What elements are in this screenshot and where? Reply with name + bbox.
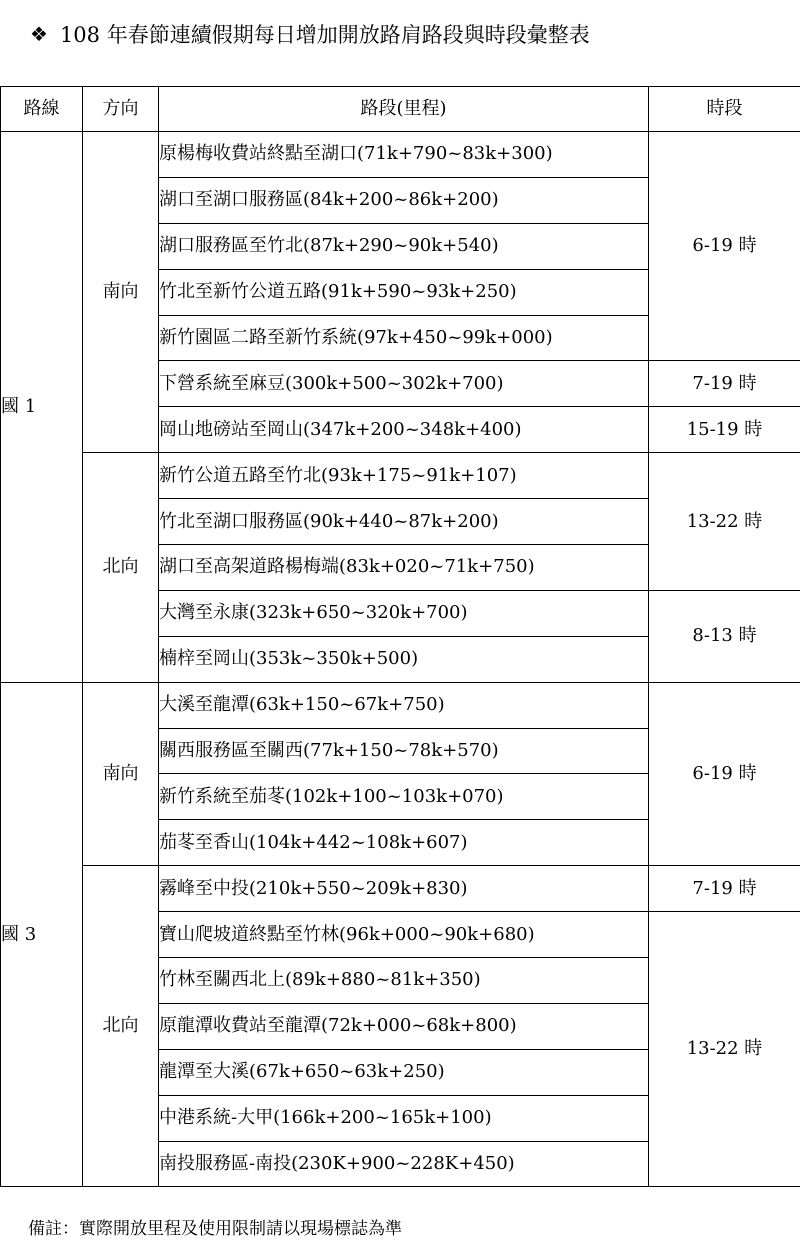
section-cell: 新竹園區二路至新竹系統(97k+450~99k+000) [159, 315, 649, 361]
section-cell: 竹林至關西北上(89k+880~81k+350) [159, 958, 649, 1004]
section-cell: 原龍潭收費站至龍潭(72k+000~68k+800) [159, 1003, 649, 1049]
table-row [1, 453, 800, 499]
section-cell: 竹北至湖口服務區(90k+440~87k+200) [159, 499, 649, 545]
document-title [30, 14, 590, 54]
section-cell: 南投服務區-南投(230K+900~228K+450) [159, 1141, 649, 1187]
section-cell: 新竹系統至茄苳(102k+100~103k+070) [159, 774, 649, 820]
route-cell: 國 3 [1, 682, 83, 1187]
time-cell: 15-19 時 [649, 407, 800, 453]
time-cell: 13-22 時 [649, 912, 800, 1187]
header-route: 路線 [1, 87, 83, 132]
section-cell: 湖口服務區至竹北(87k+290~90k+540) [159, 223, 649, 269]
section-cell: 寶山爬坡道終點至竹林(96k+000~90k+680) [159, 912, 649, 958]
time-cell: 7-19 時 [649, 361, 800, 407]
section-cell: 關西服務區至關西(77k+150~78k+570) [159, 728, 649, 774]
header-direction: 方向 [83, 87, 159, 132]
direction-cell: 北向 [83, 453, 159, 682]
section-cell: 大灣至永康(323k+650~320k+700) [159, 590, 649, 636]
direction-cell: 北向 [83, 866, 159, 1187]
time-cell: 13-22 時 [649, 453, 800, 591]
table-row [1, 682, 800, 728]
section-cell: 湖口至湖口服務區(84k+200~86k+200) [159, 177, 649, 223]
table-row [1, 866, 800, 912]
header-time: 時段 [649, 87, 800, 132]
section-cell: 岡山地磅站至岡山(347k+200~348k+400) [159, 407, 649, 453]
shoulder-schedule-table [0, 86, 800, 1187]
time-cell: 6-19 時 [649, 682, 800, 866]
time-cell: 8-13 時 [649, 590, 800, 682]
table-header-row [1, 87, 800, 132]
footnote: 備註：實際開放里程及使用限制請以現場標誌為準 [28, 1219, 402, 1239]
section-cell: 竹北至新竹公道五路(91k+590~93k+250) [159, 269, 649, 315]
route-cell: 國 1 [1, 132, 83, 683]
title-text: 108 年春節連續假期每日增加開放路肩路段與時段彙整表 [59, 23, 590, 47]
section-cell: 龍潭至大溪(67k+650~63k+250) [159, 1049, 649, 1095]
section-cell: 湖口至高架道路楊梅端(83k+020~71k+750) [159, 545, 649, 591]
section-cell: 新竹公道五路至竹北(93k+175~91k+107) [159, 453, 649, 499]
section-cell: 茄苳至香山(104k+442~108k+607) [159, 820, 649, 866]
table-row [1, 132, 800, 178]
direction-cell: 南向 [83, 682, 159, 866]
section-cell: 中港系統-大甲(166k+200~165k+100) [159, 1095, 649, 1141]
diamond-bullet-icon: ❖ [30, 22, 48, 46]
time-cell: 7-19 時 [649, 866, 800, 912]
section-cell: 霧峰至中投(210k+550~209k+830) [159, 866, 649, 912]
section-cell: 原楊梅收費站終點至湖口(71k+790~83k+300) [159, 132, 649, 178]
section-cell: 大溪至龍潭(63k+150~67k+750) [159, 682, 649, 728]
section-cell: 楠梓至岡山(353k~350k+500) [159, 636, 649, 682]
section-cell: 下營系統至麻豆(300k+500~302k+700) [159, 361, 649, 407]
direction-cell: 南向 [83, 132, 159, 453]
header-section: 路段(里程) [159, 87, 649, 132]
time-cell: 6-19 時 [649, 132, 800, 361]
